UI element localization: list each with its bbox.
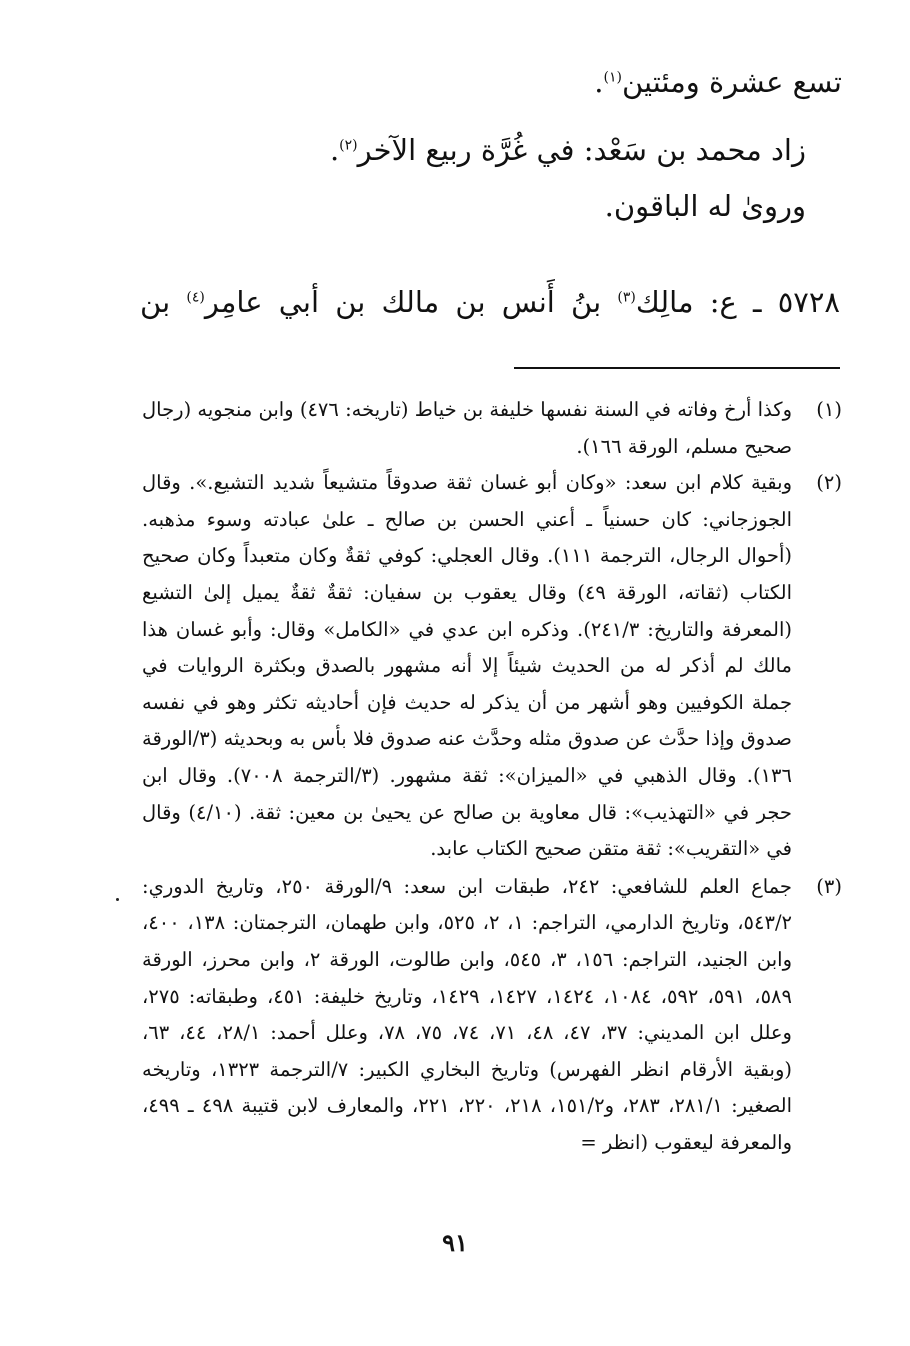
main-text: وروىٰ له الباقون.	[604, 189, 806, 223]
main-text: زاد محمد بن سَعْد: في غُرَّة ربيع الآخر	[357, 133, 806, 167]
footnote-number: (١)	[816, 398, 842, 421]
main-text-line-3	[605, 186, 806, 226]
footnote-text: جماع العلم للشافعي: ٢٤٢، طبقات ابن سعد: ٩/الورقة ٢٥٠، وتاريخ الدوري: ٥٤٣/٢، وتاريخ الدارمي، التراجم: ١، ٢، ٥٢٥، وابن طهمان، الترجمتان: ١٣٨، ٤٠٠، وابن الجنيد، التراجم: ١٥٦، ٣، ٥٤٥، وابن طالوت، الورقة ٢، وابن محرز، الورقة ٥٨٩، ٥٩١، ٥٩٢، ١٠٨٤، ١٤٢٤، ١٤٢٧، ١٤٢٩، وتاريخ خليفة: ٤٥١، وطبقاته: ٢٧٥، وعلل ابن المديني: ٣٧، ٤٧، ٤٨، ٧١، ٧٤، ٧٥، ٧٨، وعلل أحمد: ٢٨/١، ٤٤، ٦٣، (وبقية الأرقام انظر الفهرس) وتاريخ البخاري الكبير: ٧/الترجمة ١٣٢٣، وتاريخه الصغير: ٢٨١/١، ٢٨٣، و١٥١/٢، ٢١٨، ٢٢٠، ٢٢١، والمعارف لابن قتيبة ٤٩٨ ـ ٤٩٩، والمعرفة ليعقوب (انظر =	[142, 874, 793, 1154]
footnote-reference: (١)	[603, 69, 622, 86]
footnote-number: (٢)	[816, 471, 842, 495]
main-text-line-1	[594, 62, 842, 102]
footnote-reference: (٢)	[339, 137, 358, 154]
main-text-line-2	[330, 130, 806, 170]
footnote	[142, 392, 842, 465]
footnote	[142, 869, 842, 1162]
entry-lineage: بنُ أَنس بن مالك بن أبي عامِر	[204, 285, 618, 319]
entry-heading	[140, 282, 840, 322]
page-number: ٩١	[442, 1228, 468, 1257]
entry-lineage-continued: بن	[140, 285, 187, 319]
footnote-reference: (٤)	[186, 289, 205, 306]
footnote-number: (٣)	[816, 874, 842, 898]
main-text: تسع عشرة ومئتين	[621, 65, 842, 99]
ink-speck	[116, 898, 119, 901]
punctuation: .	[329, 133, 340, 167]
footnote	[142, 465, 842, 868]
footnote-separator	[514, 367, 840, 369]
footnotes-section	[142, 392, 842, 1161]
footnote-text: وكذا أرخ وفاته في السنة نفسها خليفة بن خياط (تاريخه: ٤٧٦) وابن منجويه (رجال صحيح مسلم، الورقة ١٦٦).	[142, 398, 793, 458]
footnote-text: وبقية كلام ابن سعد: «وكان أبو غسان ثقة صدوقاً متشيعاً شديد التشيع.». وقال الجوزجاني: كان حسنياً ـ أعني الحسن بن صالح ـ علىٰ عبادته وسوء مذهبه. (أحوال الرجال، الترجمة ١١١). وقال العجلي: كوفي ثقةٌ وكان متعبداً وكان صحيح الكتاب (ثقاته، الورقة ٤٩) وقال يعقوب بن سفيان: ثقةٌ ثقةٌ يميل إلىٰ التشيع (المعرفة والتاريخ: ٢٤١/٣). وذكره ابن عدي في «الكامل» وقال: وأبو غسان هذا مالك لم أذكر له من الحديث شيئاً إلا أنه مشهور بالصدق وبكثرة الروايات في جملة الكوفيين وهو أشهر من أن يذكر له حديث فإن أحاديثه تكثر وهو في نفسه صدوق وإذا حدَّث عن صدوق مثله وحدَّث عنه صدوق فلا بأس به وبحديثه (٣/الورقة ١٣٦). وقال الذهبي في «الميزان»: ثقة مشهور. (٣/الترجمة ٧٠٠٨). وقال ابن حجر في «التهذيب»: قال معاوية بن صالح عن يحيىٰ بن معين: ثقة. (٤/١٠) وقال في «التقريب»: ثقة متقن صحيح الكتاب عابد.	[142, 471, 792, 861]
punctuation: .	[594, 65, 604, 99]
entry-number-and-name: ٥٧٢٨ ـ ع: مالِك	[635, 285, 840, 319]
footnote-reference: (٣)	[617, 289, 636, 306]
